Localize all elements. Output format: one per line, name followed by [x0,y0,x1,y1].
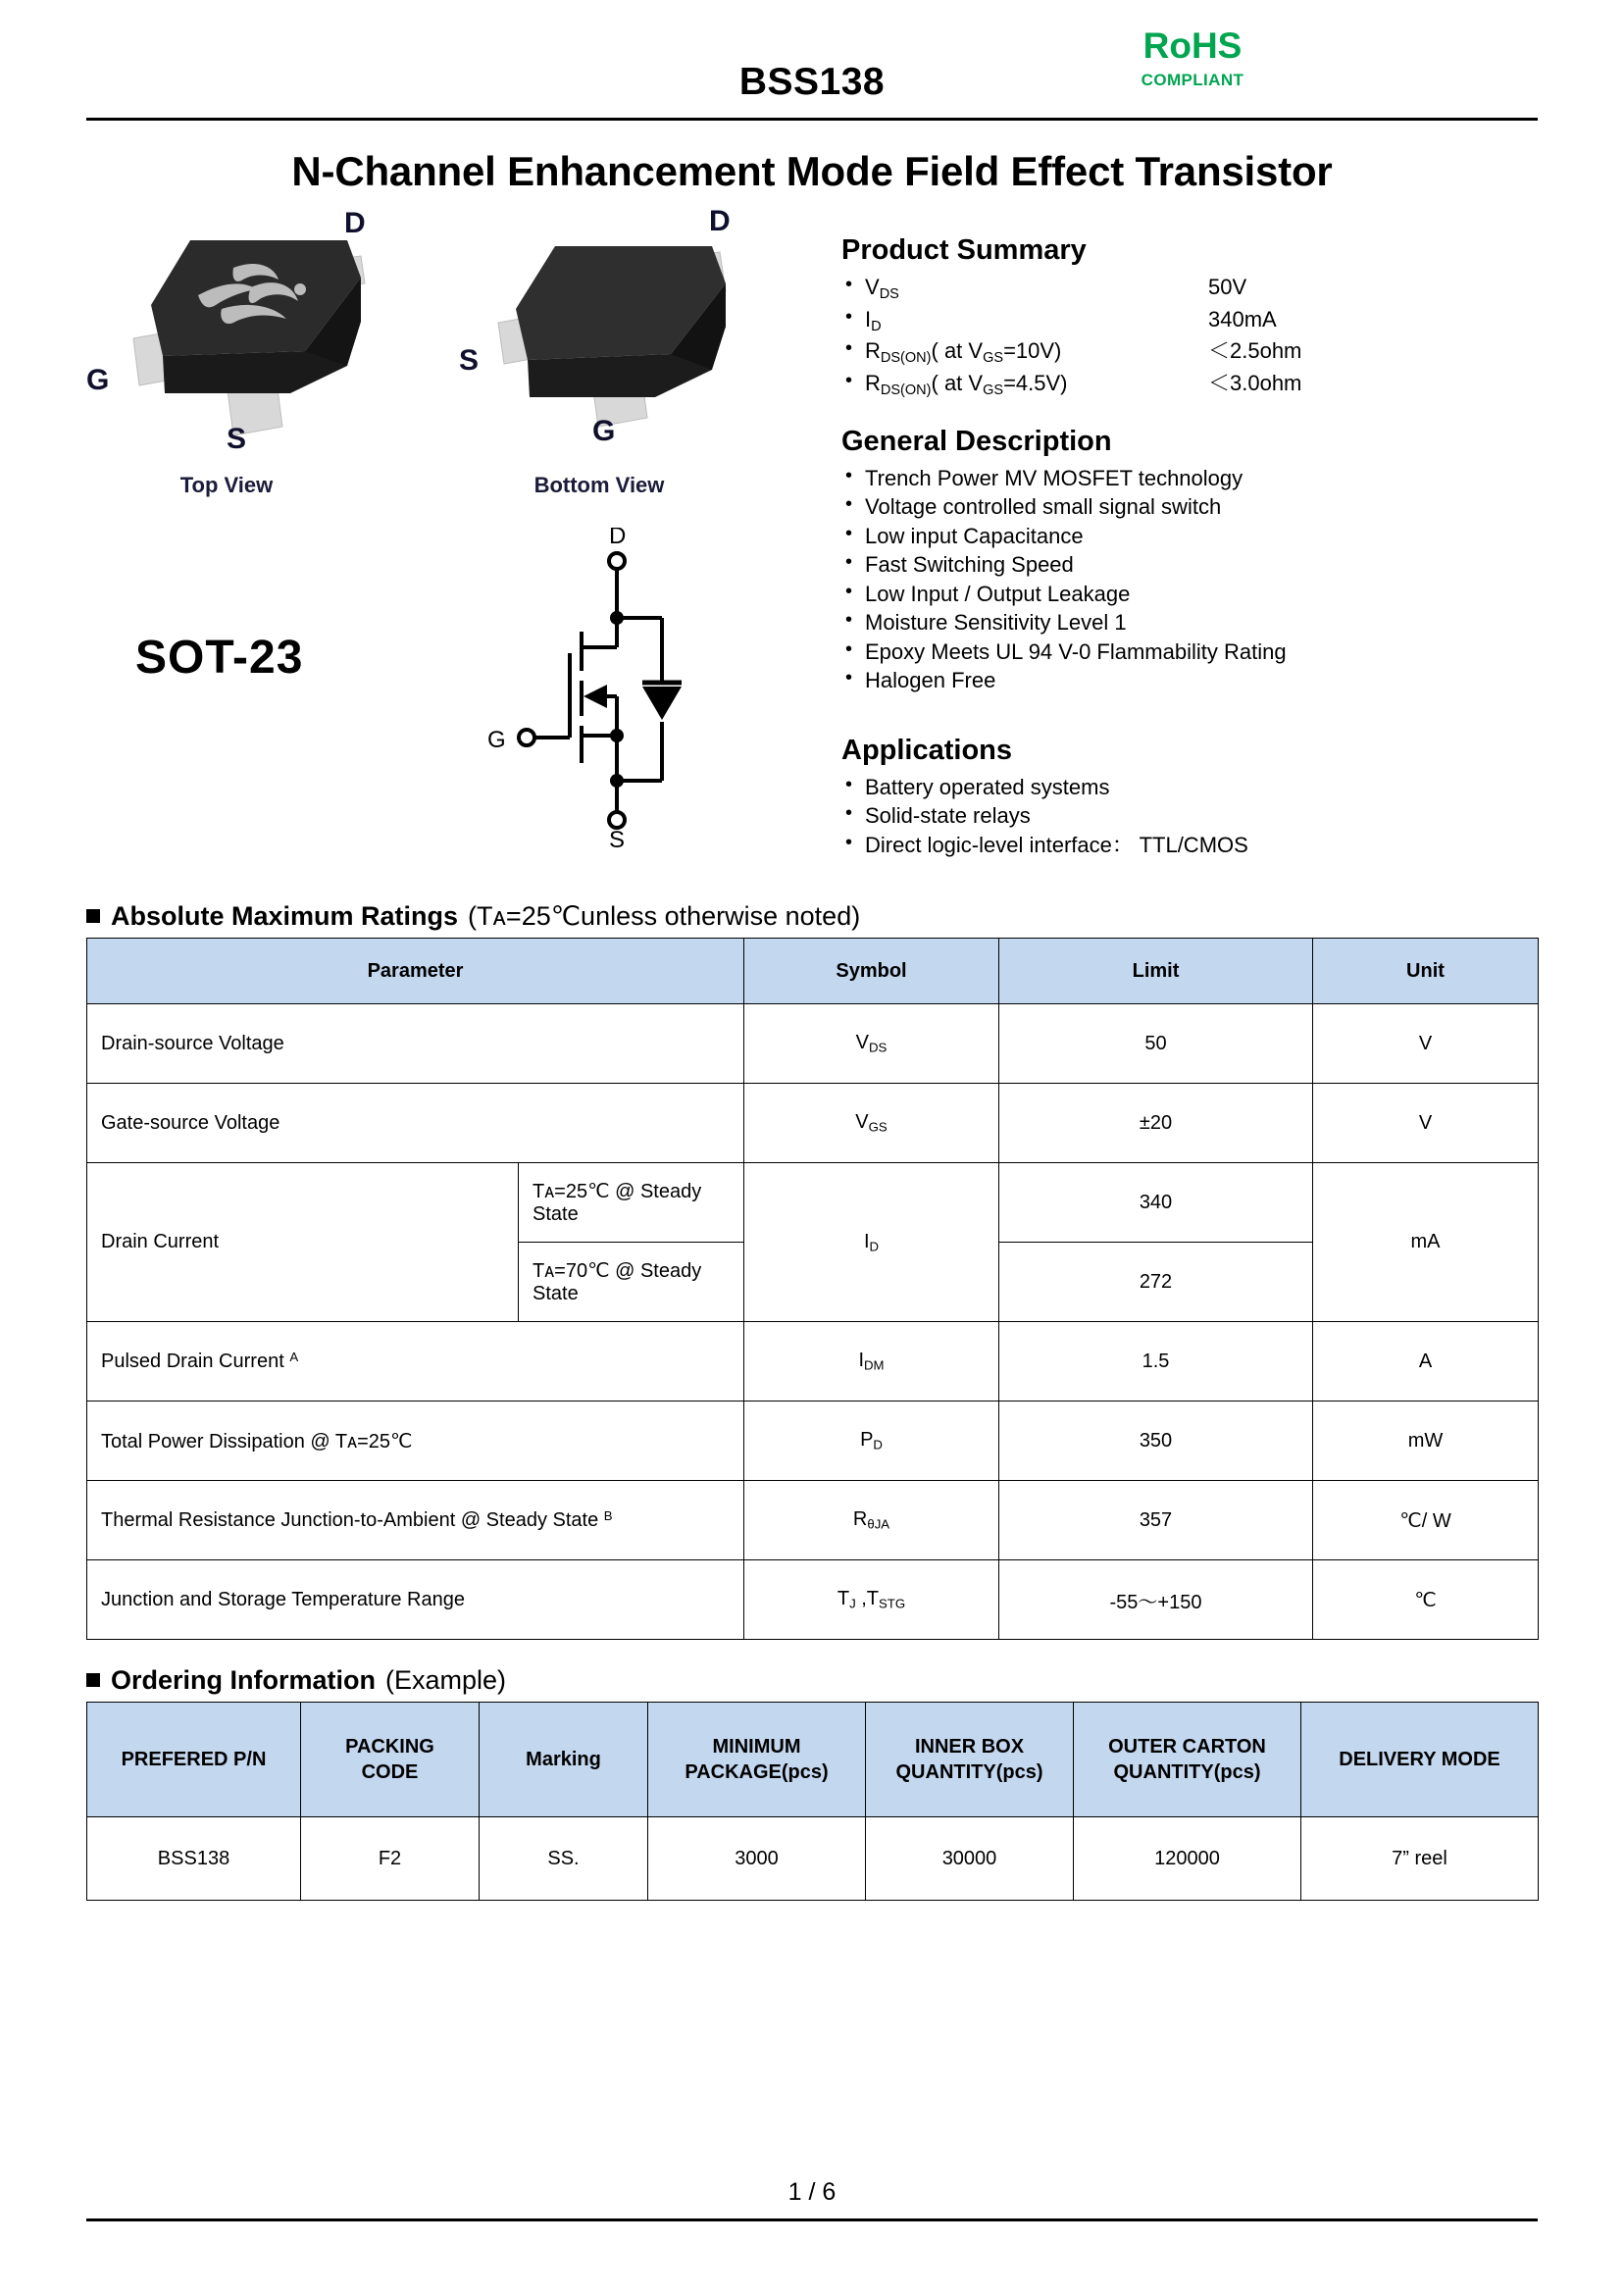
pin-label-d-bottom: D [709,205,731,237]
condition-ta-25: Tᴀ=25℃ @ Steady State [519,1163,744,1243]
table-row [87,1481,1539,1560]
square-bullet-icon [86,1673,100,1687]
table-row [87,1560,1539,1640]
general-description-heading: General Description [841,426,1112,457]
param-pulsed-drain-current [87,1322,744,1402]
column-header-prefered-pn: PREFERED P/N [87,1703,301,1817]
mosfet-schematic-symbol [474,528,768,856]
cell-minimum-package: 3000 [648,1817,866,1901]
upper-section [86,205,1538,895]
symbol-sub: D [873,1437,883,1453]
summary-sub-dson-1: DS(ON) [880,350,932,367]
pin-label-g-top: G [86,364,110,396]
column-header-inner-box: INNER BOX QUANTITY(pcs) [866,1703,1074,1817]
product-summary-list [841,273,1616,400]
applications-heading: Applications [841,734,1013,766]
pin-label-s-bottom: S [459,344,480,377]
pin-label-g-bottom: G [592,415,616,447]
limit-id-70: 272 [999,1243,1313,1322]
amr-heading-note: (Tᴀ=25℃unless otherwise noted) [468,901,861,931]
schematic-label-s: S [609,827,626,851]
limit-tj-tstg: -55～+150 [999,1560,1313,1640]
cell-marking: SS. [480,1817,648,1901]
summary-item-id: • $I_D$ 340mA [841,305,1616,337]
page-footer [86,2178,1538,2221]
column-header-packing-code [301,1703,480,1817]
list-item: • Trench Power MV MOSFET technology [841,464,1616,492]
cell-prefered-pn: BSS138 [87,1817,301,1901]
cell-inner-box-quantity: 30000 [866,1817,1074,1901]
summary-item-rdson-45v: • $R_{DS(ON)}$( at $V_{GS}=4.5V$) ＜3.0ohm [841,369,1616,401]
table-row [87,1817,1539,1901]
summary-sub-gs-1: GS [983,350,1004,367]
param-drain-source-voltage: Drain-source Voltage [87,1004,744,1084]
param-text: Thermal Resistance Junction-to-Ambient @ Steady State [101,1509,599,1532]
column-header-outer-carton: OUTER CARTON QUANTITY(pcs) [1074,1703,1301,1817]
unit-vgs: V [1313,1084,1539,1163]
summary-sub-ds: DS [879,286,899,303]
list-item: • Low input Capacitance [841,522,1616,550]
unit-vds: V [1313,1004,1539,1084]
symbol-sub: J [849,1596,856,1611]
part-number-title: BSS138 [738,61,886,103]
general-description-list [841,464,1616,695]
bottom-view-caption: Bottom View [533,473,665,497]
package-bottom-view [459,205,800,498]
ordering-information-table [86,1702,1539,1901]
summary-tail-2: ( at V [931,370,984,395]
top-view-caption: Top View [179,473,274,497]
footer-divider [86,2218,1538,2221]
limit-id-25: 340 [999,1163,1313,1243]
pin-label-s-top: S [227,423,247,455]
schematic-label-g: G [487,727,506,753]
absolute-maximum-ratings-table [86,938,1539,1640]
param-text: Pulsed Drain Current [101,1351,284,1373]
unit-rthja: ℃/ W [1313,1481,1539,1560]
unit-tj-tstg: ℃ [1313,1560,1539,1640]
pin-label-d-top: D [344,207,366,239]
summary-value-vds: 50V [1208,275,1247,299]
column-header-minimum-package: MINIMUM PACKAGE(pcs) [648,1703,866,1817]
table-row [87,1163,1539,1243]
cell-outer-carton-quantity: 120000 [1074,1817,1301,1901]
list-item: • Solid-state relays [841,801,1616,830]
page-number: 1 / 6 [787,2178,837,2206]
symbol-sub: D [869,1239,880,1254]
column-header-symbol: Symbol [744,939,999,1004]
param-gate-source-voltage: Gate-source Voltage [87,1084,744,1163]
package-illustrations [86,205,832,895]
rohs-compliant-label: COMPLIANT [1141,70,1244,89]
symbol-idm: $I_{DM}$ [744,1322,999,1402]
packing-code-line1: PACKING [345,1736,434,1758]
table-row [87,1004,1539,1084]
summary-value-rdson-10v: ＜2.5ohm [1208,338,1302,363]
column-header-marking: Marking [480,1703,648,1817]
symbol-pd: $P_D$ [744,1402,999,1481]
list-item: • Moisture Sensitivity Level 1 [841,608,1616,637]
ordering-information-heading [86,1665,1538,1696]
limit-rthja: 357 [999,1481,1313,1560]
rohs-logo [1085,27,1300,90]
packing-code-line2: CODE [361,1761,419,1783]
column-header-delivery-mode: DELIVERY MODE [1301,1703,1539,1817]
symbol-sub: GS [868,1119,888,1135]
summary-tail2-1: =10V) [1003,338,1062,363]
summary-value-id: 340mA [1208,306,1277,331]
summary-tail2-2: =4.5V) [1003,370,1068,395]
list-item: • Halogen Free [841,666,1616,694]
schematic-label-d: D [609,528,627,549]
list-item: • Battery operated systems [841,773,1616,801]
list-item: • Epoxy Meets UL 94 V-0 Flammability Rating [841,637,1616,666]
applications-list [841,773,1616,859]
product-summary-heading: Product Summary [841,234,1087,266]
symbol-sub: θJA [867,1516,890,1532]
cell-delivery-mode: 7” reel [1301,1817,1539,1901]
limit-vgs: ±20 [999,1084,1313,1163]
list-item: • Voltage controlled small signal switch [841,492,1616,521]
symbol-sub: DS [869,1040,888,1055]
package-top-view [86,207,428,498]
ordering-heading-note: (Example) [385,1665,507,1695]
package-name-label: SOT-23 [135,632,304,684]
footnote-marker-b: B [603,1507,613,1523]
limit-idm: 1.5 [999,1322,1313,1402]
limit-pd: 350 [999,1402,1313,1481]
absolute-maximum-ratings-heading [86,901,1538,932]
list-item: • Direct logic-level interface： TTL/CMOS [841,831,1616,859]
summary-sub-gs-2: GS [983,382,1004,398]
param-drain-current: Drain Current [87,1163,519,1322]
table-row [87,1402,1539,1481]
summary-tail-1: ( at V [931,338,984,363]
symbol-sub2: STG [879,1596,906,1611]
amr-heading-bold: Absolute Maximum Ratings [111,901,459,931]
header-divider [86,118,1538,121]
symbol-rthja: $R_{\theta JA}$ [744,1481,999,1560]
page-header [86,0,1538,116]
condition-ta-70: Tᴀ=70℃ @ Steady State [519,1243,744,1322]
square-bullet-icon [86,909,100,923]
rohs-label: RoHS [1142,25,1243,66]
cell-packing-code: F2 [301,1817,480,1901]
table-row [87,1322,1539,1402]
symbol-vds: $V_{DS}$ [744,1004,999,1084]
ordering-heading-bold: Ordering Information [111,1665,376,1695]
list-item: • Low Input / Output Leakage [841,580,1616,608]
summary-item-vds: • $V_{DS}$ 50V [841,273,1616,305]
summary-sub-dson-2: DS(ON) [880,382,932,398]
summary-item-rdson-10v: • $R_{DS(ON)}$( at $V_{GS}=10V$) ＜2.5ohm [841,336,1616,369]
specifications-column [841,234,1616,859]
column-header-limit: Limit [999,939,1313,1004]
table-header-row [87,1703,1539,1817]
list-item: • Fast Switching Speed [841,550,1616,579]
symbol-tj-tstg: $T_J$ $,T_{STG}$ [744,1560,999,1640]
symbol-id: $I_D$ [744,1163,999,1322]
unit-pd: mW [1313,1402,1539,1481]
summary-sub-d: D [871,318,882,334]
column-header-parameter: Parameter [87,939,744,1004]
symbol-vgs: $V_{GS}$ [744,1084,999,1163]
param-total-power-dissipation: Total Power Dissipation @ Tᴀ=25℃ [87,1402,744,1481]
symbol-sub: DM [864,1357,885,1373]
table-row [87,1084,1539,1163]
page-title: N-Channel Enhancement Mode Field Effect Transistor [291,148,1333,194]
sot23-bottom-view-graphic [477,219,800,464]
summary-value-rdson-45v: ＜3.0ohm [1208,370,1302,395]
symbol-main2: ,T [855,1588,880,1610]
sot23-top-view-graphic [104,219,428,464]
table-header-row [87,939,1539,1004]
footnote-marker-a: A [289,1349,299,1364]
unit-idm: A [1313,1322,1539,1402]
param-junction-storage-temp: Junction and Storage Temperature Range [87,1560,744,1640]
unit-id: mA [1313,1163,1539,1322]
column-header-unit: Unit [1313,939,1539,1004]
limit-vds: 50 [999,1004,1313,1084]
mosfet-symbol-graphic [474,528,768,851]
param-thermal-resistance [87,1481,744,1560]
